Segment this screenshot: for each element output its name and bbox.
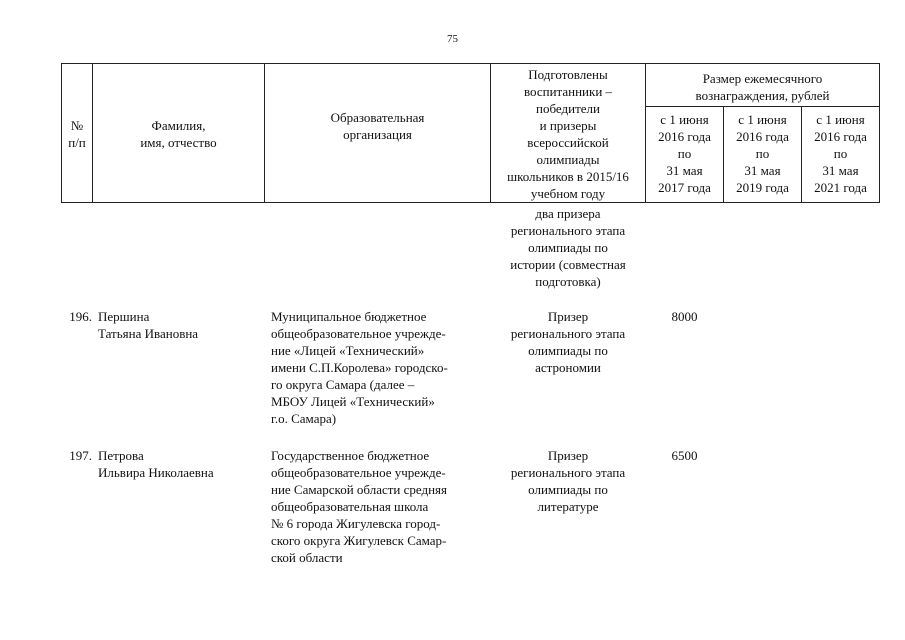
org-line: ского округа Жигулевск Самар-: [271, 533, 447, 548]
continuation-achievement: два призера регионального этапа олимпиады по истории (совместная подготовка): [510, 206, 626, 289]
row-full-name: Першина Татьяна Ивановна: [98, 309, 199, 341]
page-number: 75: [447, 33, 458, 45]
row-achievement: Призер регионального этапа олимпиады по литературе: [510, 448, 626, 514]
row-organization: [271, 447, 488, 566]
org-line: общеобразовательная школа: [271, 499, 429, 514]
row-reward-amount: 6500: [671, 448, 698, 463]
header-period-2019: с 1 июня 2016 года по 31 мая 2019 года: [736, 112, 789, 195]
row-reward-amount: 8000: [671, 309, 698, 324]
org-line: ской области: [271, 550, 343, 565]
row-achievement: Призер регионального этапа олимпиады по астрономии: [510, 309, 626, 375]
org-line: Муниципальное бюджетное: [271, 309, 427, 324]
row-number: 197.: [69, 448, 92, 463]
col-border-right: [879, 63, 880, 203]
reward-group-divider: [645, 106, 880, 107]
header-full-name: Фамилия, имя, отчество: [140, 118, 217, 150]
row-organization: [271, 308, 488, 427]
org-line: МБОУ Лицей «Технический»: [271, 394, 435, 409]
header-prepared-students: Подготовлены воспитанники – победители и призеры всероссийской олимпиады школьников в 2015/16 учебном году: [507, 67, 629, 201]
header-period-2021: с 1 июня 2016 года по 31 мая 2021 года: [814, 112, 867, 195]
org-line: № 6 города Жигулевска город-: [271, 516, 441, 531]
org-line: ние Самарской области средняя: [271, 482, 448, 497]
org-line: ние «Лицей «Технический»: [271, 343, 425, 358]
header-reward-amount: Размер ежемесячного вознаграждения, рублей: [695, 71, 830, 103]
row-number: 196.: [69, 309, 92, 324]
header-number: № п/п: [68, 118, 86, 150]
org-line: го округа Самара (далее –: [271, 377, 415, 392]
header-period-2017: с 1 июня 2016 года по 31 мая 2017 года: [658, 112, 711, 195]
row-full-name: Петрова Ильвира Николаевна: [98, 448, 214, 480]
org-line: имени С.П.Королева» городско-: [271, 360, 448, 375]
org-line: общеобразовательное учрежде-: [271, 326, 446, 341]
header-organization: Образовательная организация: [330, 110, 425, 142]
org-line: общеобразовательное учрежде-: [271, 465, 446, 480]
org-line: Государственное бюджетное: [271, 448, 430, 463]
org-line: г.о. Самара): [271, 411, 337, 426]
table-top-border: [61, 63, 880, 64]
table-header-bottom-border: [61, 202, 880, 203]
